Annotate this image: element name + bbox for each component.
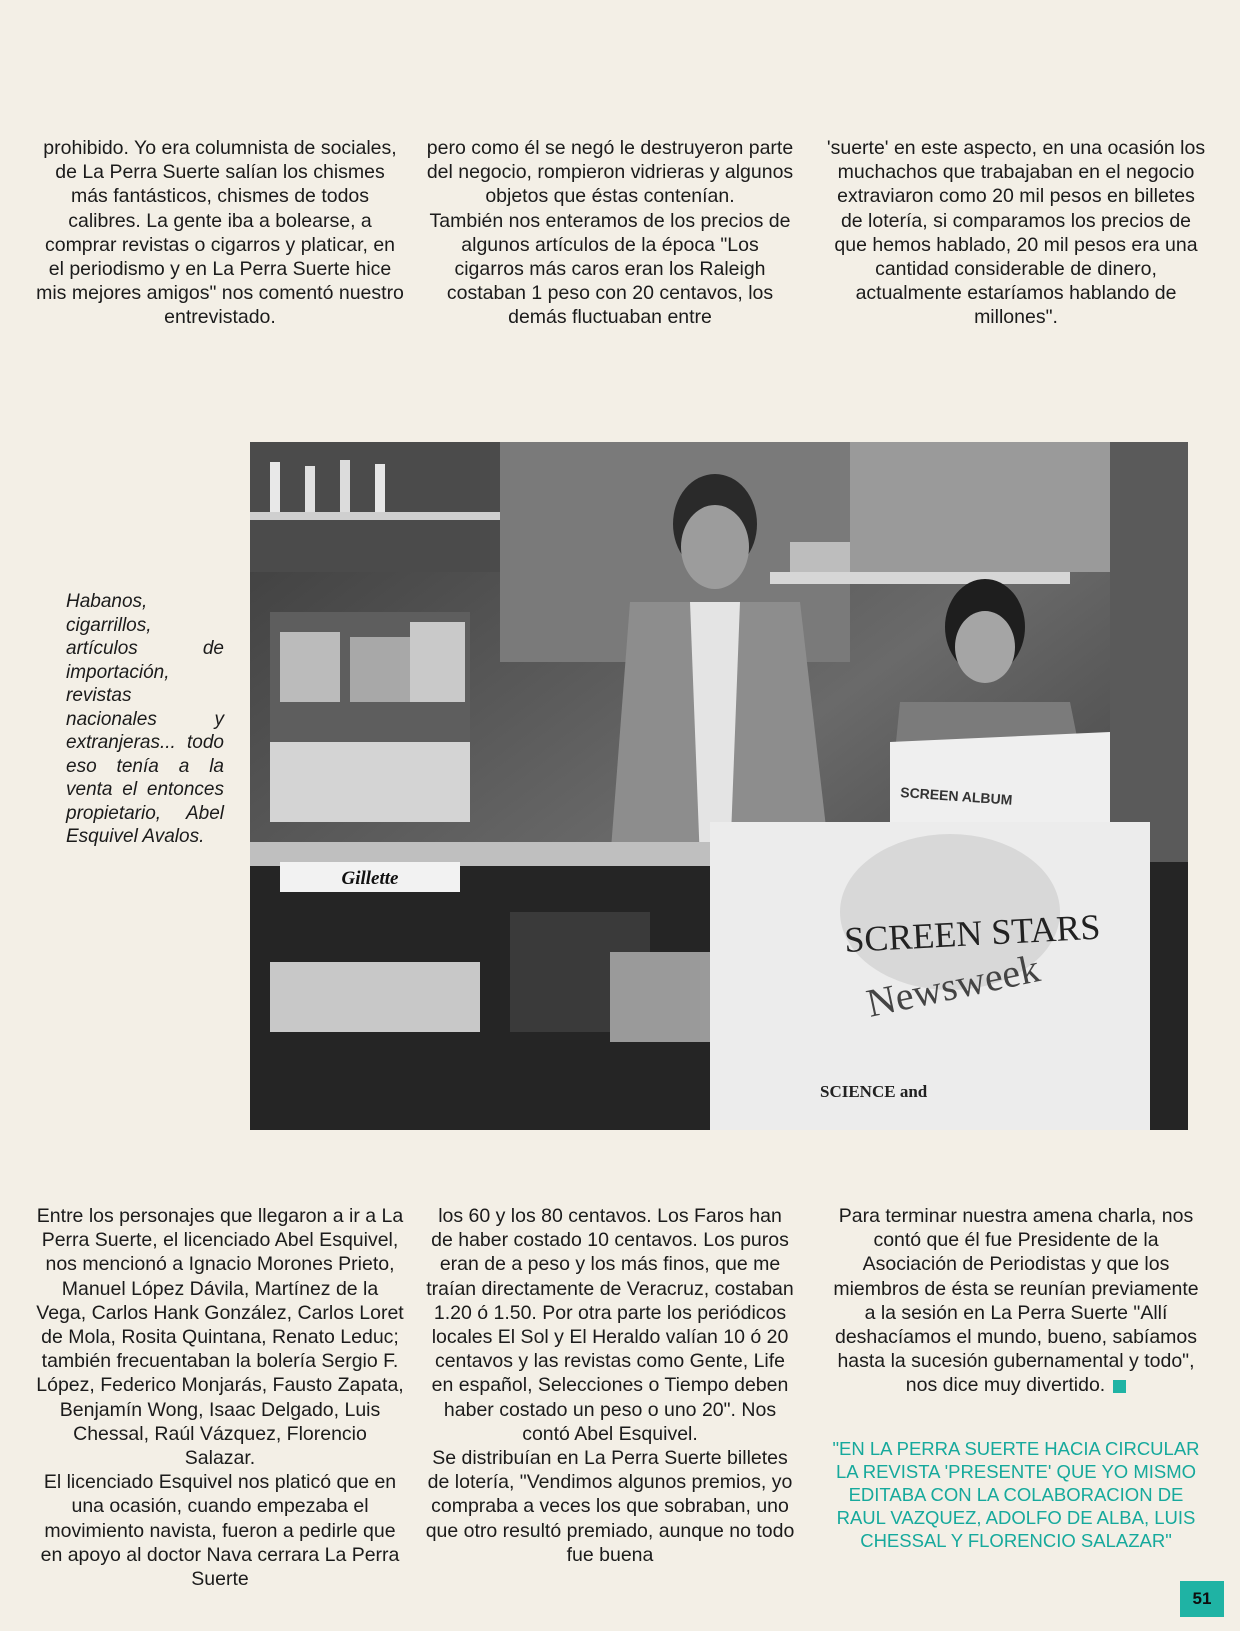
paragraph: los 60 y los 80 centavos. Los Faros han de haber costado 10 centavos. Los puros eran de a peso y los más finos, que me traían directamente de Veracruz, costaban 1.20 ó 1.50. Por otra parte los periódicos locales El Sol y El Heraldo valían 10 ó 20 centavos y las revistas como Gente, Life en español, Selecciones o Tiempo deben haber costado un peso o uno 20". Nos contó Abel Esquivel. (426, 1205, 794, 1445)
screen-stars-sign: SCREEN STARS (843, 906, 1102, 960)
article-column-top-1 (36, 136, 404, 330)
newsweek-sign: Newsweek (862, 945, 1044, 1026)
article-column-bottom-2 (425, 1204, 795, 1567)
pull-quote (826, 1437, 1206, 1552)
science-sign: SCIENCE and (820, 1082, 928, 1101)
paragraph: El licenciado Esquivel nos platicó que en una ocasión, cuando empezaba el movimiento navista, fueron a pedirle que en apoyo al doctor Nava cerrara La Perra Suerte (40, 1471, 400, 1591)
paragraph: También nos enteramos de los precios de algunos artículos de la época "Los cigarros más caros eran los Raleigh costaban 1 peso con 20 centavos, los demás fluctuaban entre (429, 209, 791, 329)
gillette-sign: Gillette (341, 868, 399, 889)
article-column-top-3 (826, 136, 1206, 330)
paragraph-text: Para terminar nuestra amena charla, nos contó que él fue Presidente de la Asociación de Periodistas y que los miembros de ésta se reunían previamente a la sesión en La Perra Suerte "Allí deshacíamos el mundo, bueno, sabíamos hasta la sucesión gubernamental y todo", nos dice muy divertido. (833, 1205, 1199, 1397)
article-column-bottom-3 (826, 1204, 1206, 1398)
screen-album-sign: SCREEN ALBUM (899, 784, 1013, 808)
paragraph: prohibido. Yo era columnista de sociales, de La Perra Suerte salían los chismes más fantásticos, chismes de todos calibres. La gente iba a bolearse, a comprar revistas o cigarros y platicar, en el periodismo y en La Perra Suerte hice mis mejores amigos" nos comentó nuestro entrevistado. (36, 137, 404, 329)
shop-photo (250, 442, 1188, 1130)
article-column-bottom-1 (36, 1204, 404, 1591)
paragraph: Se distribuían en La Perra Suerte billetes de lotería, "Vendimos algunos premios, yo compraba a veces los que sobraban, uno que otro resultó premiado, aunque no todo fue buena (425, 1447, 795, 1566)
photo-caption: Habanos, cigarrillos, artículos de importación, revistas nacionales y extranjeras... todo eso tenía a la venta el entonces propietario, Abel Esquivel Avalos. (66, 591, 224, 847)
paragraph: pero como él se negó le destruyeron parte del negocio, rompieron vidrieras y algunos objetos que éstas contenían. (426, 137, 794, 208)
paragraph: 'suerte' en este aspecto, en una ocasión los muchachos que trabajaban en el negocio extraviaron como 20 mil pesos en billetes de lotería, si comparamos los precios de que hemos hablado, 20 mil pesos era una cantidad considerable de dinero, actualmente estaríamos hablando de millones". (826, 137, 1206, 329)
article-column-top-2 (425, 136, 795, 330)
end-mark-icon (1113, 1380, 1126, 1393)
page-number: 51 (1180, 1581, 1224, 1617)
paragraph: Entre los personajes que llegaron a ir a La Perra Suerte, el licenciado Abel Esquivel, nos mencionó a Ignacio Morones Prieto, Manuel López Dávila, Martínez de la Vega, Carlos Hank González, Carlos Loret de Mola, Rosita Quintana, Renato Leduc; también frecuentaban la bolería Sergio F. López, Federico Monjarás, Fausto Zapata, Benjamín Wong, Isaac Delgado, Luis Chessal, Raúl Vázquez, Florencio Salazar. (36, 1205, 404, 1470)
pull-quote-text: "EN LA PERRA SUERTE HACIA CIRCULAR LA REVISTA 'PRESENTE' QUE YO MISMO EDITABA CON LA COLABORACION DE RAUL VAZQUEZ, ADOLFO DE ALBA, LUIS CHESSAL Y FLORENCIO SALAZAR" (832, 1438, 1200, 1551)
paragraph (826, 1204, 1206, 1398)
